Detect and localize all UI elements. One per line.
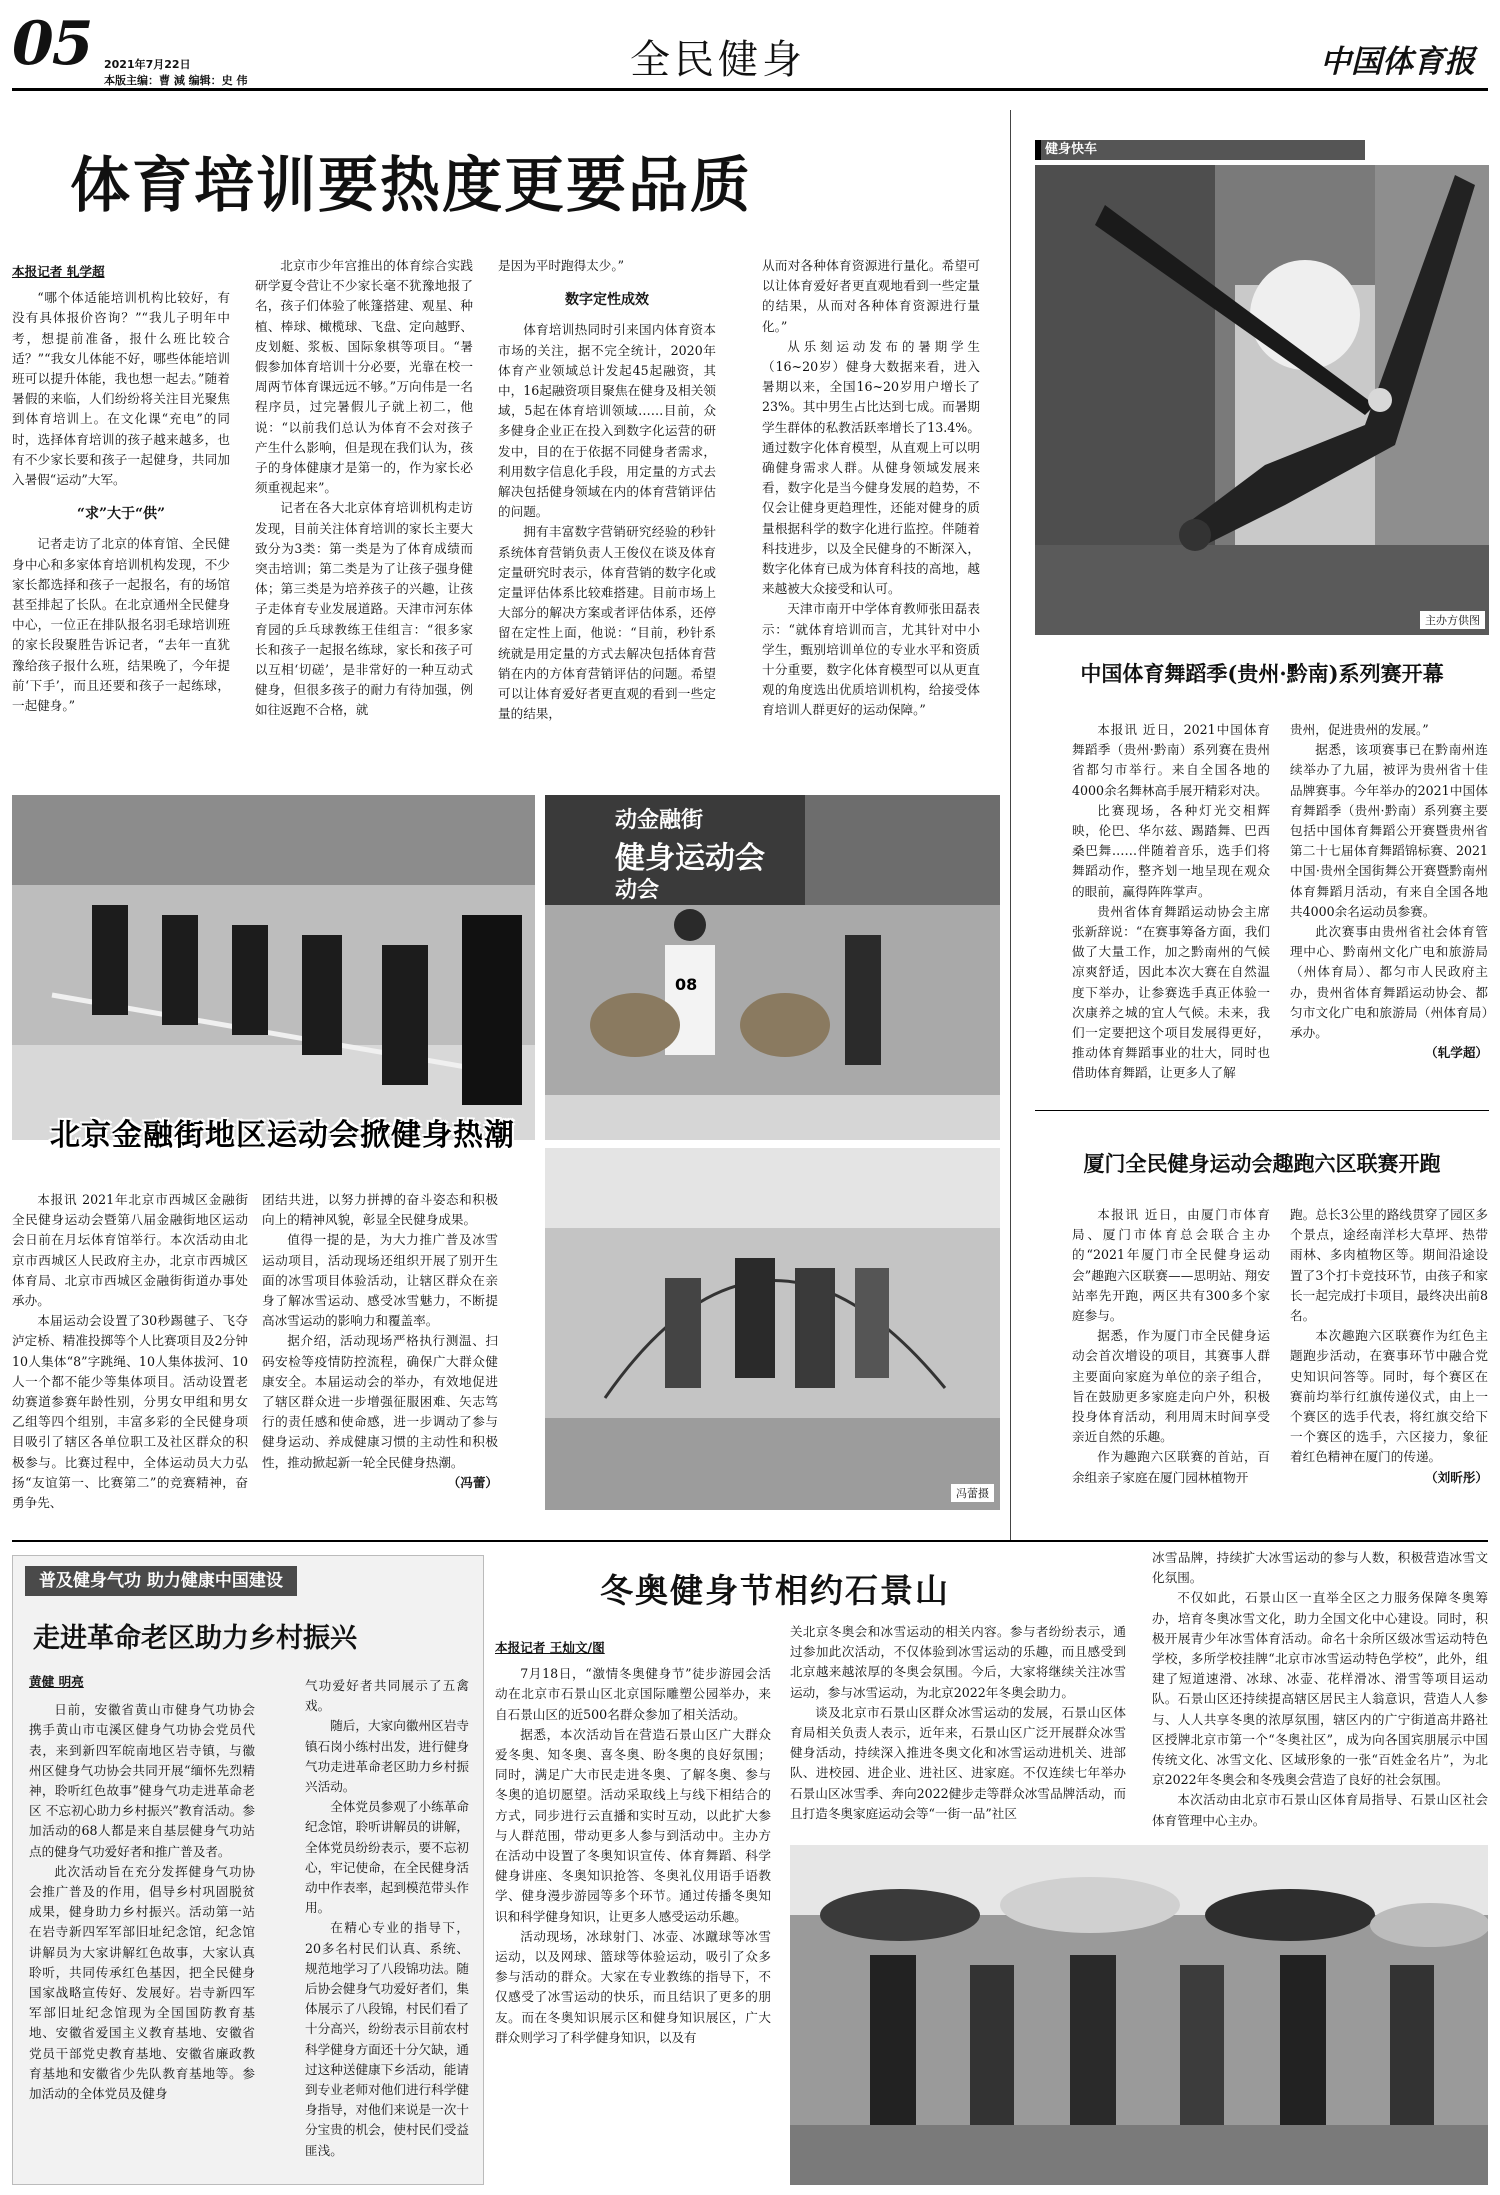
qigong-paragraph: 随后，大家向徽州区岩寺镇石岗小练村出发，进行健身气功走进革命老区助力乡村振兴活动。 bbox=[305, 1718, 469, 1795]
qigong-column-2 bbox=[305, 1676, 469, 2176]
lead-paragraph: 记者走访了北京的体育馆、全民健身中心和多家体育培训机构发现，不少家长都选择和孩子一起报名，有的场馆甚至排起了长队。在北京通州全民健身中心，一位正在排队报名羽毛球培训班的家长段聚胜告诉记者，“去年一直犹豫给孩子报什么班，结果晚了，今年提前‘下手’，而且还要和孩子一起练球，一起健身。” bbox=[12, 536, 230, 714]
qigong-paragraph: 此次活动旨在充分发挥健身气功协会推广普及的作用，倡导乡村巩固脱贫成果，健身助力乡村振兴。活动第一站在岩寺新四军军部旧址纪念馆，纪念馆讲解员为大家讲解红色故事，大家认真聆听，共同传承红色基因，把全民健身国家战略宣传好、发展好。岩寺新四军军部旧址纪念馆现为全国国防教育基地、安徽省爱国主义教育基地、安徽省党员干部党史教育基地、安徽省廉政教育基地和安徽省少先队教育基地等。参加活动的全体党员及健身 bbox=[29, 1863, 255, 2102]
xiamen-paragraph: 据悉，作为厦门市全民健身运动会首次增设的项目，其赛事人群主要面向家庭为单位的亲子组合，旨在鼓励更多家庭走向户外，积极投身体育活动，利用周末时间享受亲近自然的乐趣。 bbox=[1072, 1328, 1270, 1445]
banner-text-line2: 健身运动会 bbox=[615, 841, 765, 876]
winter-paragraph: 7月18日，“激情冬奥健身节”徒步游园会活动在北京市石景山区北京国际雕塑公园举办，来自石景山区的近500名群众参加了相关活动。 bbox=[495, 1666, 771, 1722]
masthead-rule bbox=[12, 88, 1488, 91]
lead-paragraph: 天津市南开中学体育教师张田磊表示：“就体育培训而言，尤其针对中小学生，甄别培训单位的专业水平和资质十分重要，数字化体育模型可以从更直观的角度选出优质培训机构，给接受体育培训人群更好的运动保障。” bbox=[762, 601, 980, 718]
right-divider-1 bbox=[1035, 1110, 1489, 1111]
xiamen-column-1 bbox=[1072, 1205, 1270, 1545]
lead-paragraph: 是因为平时跑得太少。” bbox=[498, 258, 625, 273]
tug-of-war-photo bbox=[12, 795, 535, 1140]
lead-paragraph: “哪个体适能培训机构比较好，有没有具体报价咨询？”“我儿子明年中考，想提前准备，报什么班比较合适？”“我女儿体能不好，哪些体能培训班可以提升体能，我也想一起去。”随着暑假的来临，人们纷纷将关注目光聚焦到体育培训上。在文化课“充电”的同时，选择体育培训的孩子越来越多，也有不少家长要和孩子一起健身，共同加入暑假“运动”大军。 bbox=[12, 290, 230, 488]
winter-paragraph: 不仅如此，石景山区一直举全区之力服务保障冬奥筹办，培育冬奥冰雪文化，助力全国文化中心建设。同时，积极开展青少年冰雪体育活动。命名十余所区级冰雪运动特色学校，多所学校挂牌“北京市冰雪运动特色学校”，此外，组建了短道速滑、冰球、冰壶、花样滑冰、滑雪等项目运动队。石景山区还持续提高辖区居民主人翁意识，营造人人参与、人人共享冬奥的浓厚氛围，辖区内的广宁街道高井路社区授牌北京市第一个“冬奥社区”，成为向各国宾朋展示中国传统文化、冰雪文化、区域形象的一张“百姓金名片”，为北京2022年冬奥会和冬残奥会营造了良好的社会氛围。 bbox=[1152, 1590, 1488, 1788]
editor-credit: 本版主编：曹 減 编辑：史 伟 bbox=[104, 74, 248, 87]
winter-paragraph: 谈及北京市石景山区群众冰雪运动的发展，石景山区体育局相关负责人表示，近年来，石景山区广泛开展群众冰雪健身活动，持续深入推进冬奥文化和冰雪运动进机关、进部队、进校园、进企业、进社区、进家庭。不仅连续七年举办石景山区冰雪季、奔向2022健步走等群众冰雪品牌活动，而且打造冬奥家庭运动会等“一街一品”社区 bbox=[790, 1704, 1126, 1821]
winter-paragraph: 本次活动由北京市石景山区体育局指导、石景山区社会体育管理中心主办。 bbox=[1152, 1792, 1488, 1828]
runner-bib: 08 bbox=[675, 975, 698, 994]
dance-paragraph: 比赛现场，各种灯光交相辉映，伦巴、华尔兹、踢踏舞、巴西桑巴舞……伴随着音乐，选手们将舞蹈动作，整齐划一地呈现在观众的眼前，赢得阵阵掌声。 bbox=[1072, 802, 1270, 899]
right-column-divider bbox=[1010, 110, 1011, 1540]
lead-paragraph: 拥有丰富数字营销研究经验的秒针系统体育营销负责人王俊仪在谈及体育定量研究时表示，体育营销的数字化或定量评估体系比较难搭建。目前市场上大部分的解决方案或者评估体系，还停留在定性上面，他说：“目前，秒针系统就是用定量的方式去解决包括体育营销在内的方体育营销评估的问题。希望可以让体育爱好者更直观的看到一些定量的结果， bbox=[498, 524, 716, 722]
xiamen-column-2 bbox=[1290, 1205, 1488, 1545]
section-title: 全民健身 bbox=[630, 37, 806, 83]
jinrong-paragraph: 团结共进，以努力拼搏的奋斗姿态和积极向上的精神风貌，彰显全民健身成果。 bbox=[262, 1192, 498, 1228]
dance-paragraph: 此次赛事由贵州省社会体育管理中心、黔南州文化广电和旅游局（州体育局）、都匀市人民政府主办，贵州省体育舞蹈运动协会、都匀市文化广电和旅游局（州体育局）承办。 bbox=[1290, 924, 1488, 1041]
lead-paragraph: 体育培训热同时引来国内体育资本市场的关注，据不完全统计，2020年体育产业领域总计发起45起融资，其中，16起融资项目聚焦在健身及相关领域，5起在体育培训领域……目前，众多健身企业正在投入到数字化运营的研发中，目的在于依据不同健身者需求，利用数字信息化手段，用定量的方式去解决包括健身领域在内的体育营销评估的问题。 bbox=[498, 322, 716, 520]
dance-paragraph: 贵州，促进贵州的发展。” bbox=[1290, 722, 1429, 737]
winter-paragraph: 据悉，本次活动旨在营造石景山区广大群众爱冬奥、知冬奥、喜冬奥、盼冬奥的良好氛围；同时，满足广大市民走进冬奥、了解冬奥、参与冬奥的追切愿望。活动采取线上与线下相结合的方式，同步进行云直播和实时互动，以此扩大参与人群范围，带动更多人参与到活动中。主办方在活动中设置了冬奥知识宣传、体育舞蹈、科学健身讲座、冬奥知识抢答、冬奥礼仪用语手语教学、健身漫步游园等多个环节。通过传播冬奥知识和科学健身知识，让更多人感受运动乐趣。 bbox=[495, 1726, 771, 1924]
dance-season-column-1 bbox=[1072, 720, 1270, 1100]
jinrong-paragraph: 据介绍，活动现场严格执行测温、扫码安检等疫情防控流程，确保广大群众健康安全。本届运动会的举办，有效地促进了辖区群众进一步增强征服困难、矢志笃行的责任感和使命感，进一步调动了参与健身运动、养成健康习惯的主动性和积极性，推动掀起新一轮全民健身热潮。 bbox=[262, 1333, 498, 1470]
newspaper-logo: 中国体育报 bbox=[1320, 44, 1475, 80]
lead-paragraph: 从而对各种体育资源进行量化。希望可以让体育爱好者更直观地看到一些定量的结果，从而对各种体育资源进行量化。” bbox=[762, 258, 980, 334]
dance-paragraph: 本报讯 近日，2021中国体育舞蹈季（贵州·黔南）系列赛在贵州省都匀市举行。来自全国各地的4000余名舞林高手展开精彩对决。 bbox=[1072, 722, 1270, 798]
winter-byline: 本报记者 王灿文/图 bbox=[495, 1640, 605, 1655]
lead-subhead-1: “求”大于“供” bbox=[76, 506, 166, 523]
jinrong-sign: （冯蕾） bbox=[447, 1474, 498, 1490]
dance-paragraph: 贵州省体育舞蹈运动协会主席张新辞说：“在赛事筹备方面，我们做了大量工作，加之黔南州的气候凉爽舒适，因此本次大赛在自然温度下举办，让参赛选手真正体验一次康养之城的宜人气候。未来，我们一定要把这个项目发展得更好，推动体育舞蹈事业的壮大，同时也借助体育舞蹈，让更多人了解 bbox=[1072, 903, 1270, 1081]
jinrong-column-1 bbox=[12, 1190, 248, 1510]
dance-paragraph: 据悉，该项赛事已在黔南州连续举办了九届，被评为贵州省十佳品牌赛事。今年举办的2021中国体育舞蹈季（贵州·黔南）系列赛主要包括中国体育舞蹈公开赛暨贵州省第二十七届体育舞蹈锦标赛、2021中国·贵州全国街舞公开赛暨黔南州体育舞蹈月活动，有来自全国各地共4000余名运动员参赛。 bbox=[1290, 742, 1488, 919]
rope-photo-credit: 冯蕾摄 bbox=[951, 1484, 994, 1502]
xiamen-title: 厦门全民健身运动会趣跑六区联赛开跑 bbox=[1083, 1151, 1441, 1176]
jinrong-headline: 北京金融街地区运动会掀健身热潮 bbox=[50, 1118, 515, 1153]
breakdance-photo-credit: 主办方供图 bbox=[1420, 611, 1485, 629]
fitness-express-label bbox=[1035, 140, 1365, 160]
lead-paragraph: 北京市少年宫推出的体育综合实践研学夏令营让不少家长毫不犹豫地报了名，孩子们体验了帐篷搭建、观星、种植、棒球、橄榄球、飞盘、定向越野、皮划艇、浆板、国际象棋等项目。“暑假参加体育培训十分必要，光靠在校一周两节体育课远远不够。”万向伟是一名程序员，过完暑假儿子就上初二，他说：“以前我们总认为体育不会对孩子产生什么影响，但是现在我们认为，孩子的身体健康才是第一的，作为家长必须重视起来”。 bbox=[255, 258, 473, 496]
walking-umbrellas-photo bbox=[790, 1845, 1488, 2185]
winter-title: 冬奥健身节相约石景山 bbox=[600, 1571, 950, 1610]
banner-text-line3: 动会 bbox=[615, 878, 660, 903]
issue-date: 2021年7月22日 bbox=[104, 58, 191, 71]
xiamen-paragraph: 本次趣跑六区联赛作为红色主题跑步活动，在赛事环节中融合党史知识问答等。同时，每个赛区在赛前均举行红旗传递仪式，由上一个赛区的选手代表，将红旗交给下一个赛区的选手，六区接力，象征着红色精神在厦门的传递。 bbox=[1290, 1328, 1488, 1465]
tug-of-war-scene bbox=[12, 795, 535, 1140]
xiamen-paragraph: 跑。总长3公里的路线贯穿了园区多个景点，途经南洋杉大草坪、热带雨林、多肉植物区等。期间沿途设置了3个打卡竞技环节，由孩子和家长一起完成打卡项目，最终决出前8名。 bbox=[1290, 1207, 1488, 1324]
lead-column-4 bbox=[762, 256, 980, 742]
winter-paragraph: 关北京冬奥会和冰雪运动的相关内容。参与者纷纷表示，通过参加此次活动，不仅体验到冰雪运动的乐趣，而且感受到北京越来越浓厚的冬奥会氛围。今后，大家将继续关注冰雪运动，参与冰雪运动，为北京2022年冬奥会助力。 bbox=[790, 1624, 1126, 1700]
jinrong-paragraph: 本届运动会设置了30秒踢毽子、飞夺泸定桥、精准投掷等个人比赛项目及2分钟10人集体“8”字跳绳、10人集体拔河、10人一个都不能少等集体项目。活动设置老幼赛道参赛年龄性别，分男女甲组和男女乙组等四个组别，丰富多彩的全民健身项目吸引了辖区各单位职工及社区群众的积极参与。比赛过程中，全体运动员大力弘扬“友谊第一、比赛第二”的竞赛精神，奋勇争先、 bbox=[12, 1313, 248, 1510]
page-number: 05 bbox=[12, 9, 92, 79]
qigong-banner: 普及健身气功 助力健康中国建设 bbox=[25, 1566, 297, 1596]
rope-skipping-scene bbox=[545, 1148, 1000, 1510]
qigong-paragraph: 全体党员参观了小练革命纪念馆，聆听讲解员的讲解，全体党员纷纷表示，要不忘初心，牢记使命，在全民健身活动中作表率，起到模范带头作用。 bbox=[305, 1799, 469, 1916]
dance-season-column-2 bbox=[1290, 720, 1488, 1100]
qigong-paragraph: 气功爱好者共同展示了五禽戏。 bbox=[305, 1678, 469, 1714]
lead-paragraph: 记者在各大北京体育培训机构走访发现，目前关注体育培训的家长主要大致分为3类：第一类是为了体育成绩而突击培训；第二类是为了让孩子强身健体；第三类是为培养孩子的兴趣，让孩子走体育专业发展道路。天津市河东体育园的乒乓球教练王佳组言：“很多家长和孩子一起报名练球，家长和孩子可以互相‘切磋’，是非常好的一种互动式健身，但很多孩子的耐力有待加强，例如往返跑不合格，就 bbox=[255, 500, 473, 718]
qigong-paragraph: 日前，安徽省黄山市健身气功协会携手黄山市屯溪区健身气功协会党员代表，来到新四军皖南地区岩寺镇，与徽州区健身气功协会共同开展“缅怀先烈精神，聆听红色故事”健身气功走进革命老区 不忘初心助力乡村振兴”教育活动。参加活动的68人都是来自基层健身气功站点的健身气功爱好者和推广普及者。 bbox=[29, 1702, 255, 1859]
winter-column-2 bbox=[790, 1622, 1126, 1834]
jinrong-paragraph: 值得一提的是，为大力推广普及冰雪运动项目，活动现场还组织开展了别开生面的冰雪项目体验活动，让辖区群众在亲身了解冰雪运动、感受冰雪魅力，不断提高冰雪运动的影响力和覆盖率。 bbox=[262, 1232, 498, 1329]
lead-headline: 体育培训要热度更要品质 bbox=[70, 151, 752, 221]
qigong-paragraph: 在精心专业的指导下，20多名村民们认真、系统、规范地学习了八段锦功法。随后协会健身气功爱好者们，集体展示了八段锦，村民们看了十分高兴，纷纷表示目前农村科学健身方面还十分欠缺，通过这种送健康下乡活动，能请到专业老师对他们进行科学健身指导，对他们来说是一次十分宝贵的机会，使村民们受益匪浅。 bbox=[305, 1920, 469, 2158]
banner-text-line1: 动金融街 bbox=[615, 808, 704, 833]
dance-season-title: 中国体育舞蹈季(贵州·黔南)系列赛开幕 bbox=[1080, 661, 1444, 686]
winter-column-1 bbox=[495, 1638, 771, 2183]
masthead bbox=[0, 0, 1500, 90]
label-marker-icon bbox=[1035, 140, 1041, 160]
breakdance-scene bbox=[1035, 165, 1489, 635]
basket-race-scene bbox=[545, 795, 1000, 1140]
qigong-column-1 bbox=[29, 1672, 255, 2177]
xiamen-paragraph: 作为趣跑六区联赛的首站，百余组亲子家庭在厦门园林植物开 bbox=[1072, 1449, 1270, 1485]
winter-paragraph: 活动现场，冰球射门、冰壶、冰蹴球等冰雪运动，以及网球、篮球等体验运动，吸引了众多参与活动的群众。大家在专业教练的指导下，不仅感受了冰雪运动的快乐，而且结识了更多的朋友。而在冬奥知识展示区和健身知识展区，广大群众则学习了科学健身知识，以及有 bbox=[495, 1928, 771, 2045]
winter-paragraph: 冰雪品牌，持续扩大冰雪运动的参与人数，积极营造冰雪文化氛围。 bbox=[1152, 1550, 1488, 1586]
lead-column-1 bbox=[12, 262, 230, 742]
jinrong-paragraph: 本报讯 2021年北京市西城区金融街全民健身运动会暨第八届金融街地区运动会日前在月坛体育馆举行。本次活动由北京市西城区人民政府主办，北京市西城区体育局、北京市西城区金融街街道办事处承办。 bbox=[12, 1192, 248, 1309]
lead-column-3 bbox=[498, 256, 716, 742]
walking-umbrellas-scene bbox=[790, 1845, 1488, 2185]
basket-race-photo bbox=[545, 795, 1000, 1140]
fitness-express-text: 健身快车 bbox=[1045, 142, 1098, 157]
breakdance-photo bbox=[1035, 165, 1489, 635]
jinrong-column-2 bbox=[262, 1190, 498, 1510]
qigong-title: 走进革命老区助力乡村振兴 bbox=[33, 1623, 357, 1654]
lead-subhead-2: 数字定性成效 bbox=[565, 292, 649, 309]
rope-skipping-photo bbox=[545, 1148, 1000, 1510]
xiamen-paragraph: 本报讯 近日，由厦门市体育局、厦门市体育总会联合主办的“2021年厦门市全民健身运动会”趣跑六区联赛——思明站、翔安站率先开跑，两区共有300多个家庭参与。 bbox=[1072, 1207, 1270, 1324]
qigong-byline: 黄健 明亮 bbox=[29, 1674, 84, 1689]
xiamen-sign: （刘昕彤） bbox=[1425, 1469, 1488, 1485]
qigong-box bbox=[12, 1555, 484, 2185]
lead-paragraph: 从乐刻运动发布的暑期学生（16~20岁）健身大数据来看，进入暑期以来，全国16~20岁用户增长了23%。其中男生占比达到七成。而暑期学生群体的私教活跃率增长了13.4%。通过数字化体育模型，从直观上可以明确健身需求人群。从健身领域发展来看，数字化是当今健身发展的趋势，不仅会让健身更趋理性，还能对健身的质量根据科学的数字化进行监控。伴随着科技进步，以及全民健身的不断深入，数字化体育已成为体育科技的高地，越来越被大众接受和认可。 bbox=[762, 338, 980, 597]
bottom-section-rule bbox=[12, 1540, 1488, 1542]
lead-column-2 bbox=[255, 256, 473, 742]
dance-sign: （轧学超） bbox=[1425, 1045, 1488, 1061]
winter-column-3 bbox=[1152, 1548, 1488, 1838]
lead-byline: 本报记者 轧学超 bbox=[12, 264, 105, 279]
